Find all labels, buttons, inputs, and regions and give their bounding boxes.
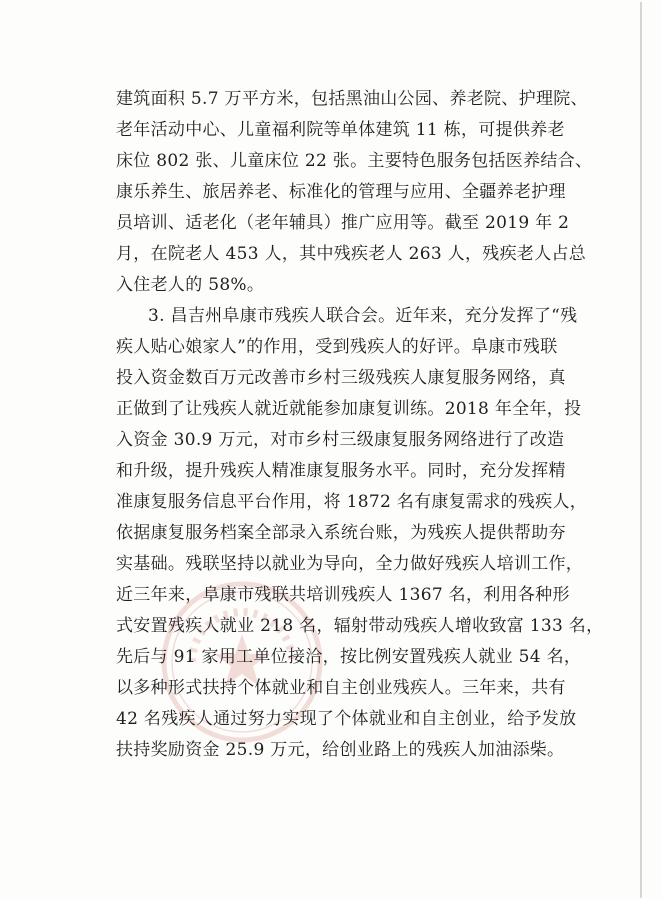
text-line: 扶持奖励资金 25.9 万元，给创业路上的残疾人加油添柴。 — [116, 740, 565, 760]
text-line: 先后与 91 家用工单位接洽，按比例安置残疾人就业 54 名， — [116, 647, 582, 667]
text-line: 月，在院老人 453 人，其中残疾老人 263 人，残疾老人占总 — [116, 244, 587, 264]
text-line: 员培训、适老化（老年辅具）推广应用等。截至 2019 年 2 — [116, 213, 570, 233]
text-line: 依据康复服务档案全部录入系统台账，为残疾人提供帮助夯 — [116, 523, 566, 543]
scan-edge-shadow — [640, 2, 642, 898]
text-line: 实基础。残联坚持以就业为导向，全力做好残疾人培训工作， — [116, 554, 584, 574]
text-line: 康乐养生、旅居养老、标准化的管理与应用、全疆养老护理 — [116, 182, 566, 202]
text-line: 入住老人的 58%。 — [116, 275, 265, 295]
text-line: 入资金 30.9 万元，对市乡村三级康复服务网络进行了改造 — [116, 430, 565, 450]
text-line: 疾人贴心娘家人”的作用，受到残疾人的好评。阜康市残联 — [116, 337, 558, 357]
text-line: 式安置残疾人就业 218 名，辐射带动残疾人增收致富 133 名， — [116, 616, 604, 636]
text-line: 以多种形式扶持个体就业和自主创业残疾人。三年来，共有 — [116, 678, 566, 698]
text-line: 床位 802 张、儿童床位 22 张。主要特色服务包括医养结合、 — [116, 151, 593, 171]
text-line: 近三年来，阜康市残联共培训残疾人 1367 名，利用各种形 — [116, 585, 570, 605]
text-line: 准康复服务信息平台作用，将 1872 名有康复需求的残疾人， — [116, 492, 588, 512]
text-line: 42 名残疾人通过努力实现了个体就业和自主创业，给予发放 — [116, 709, 577, 729]
section-heading-line: 3. 昌吉州阜康市残疾人联合会。近年来，充分发挥了“残 — [148, 306, 578, 326]
text-line: 老年活动中心、儿童福利院等单体建筑 11 栋，可提供养老 — [116, 120, 565, 140]
text-line: 和升级，提升残疾人精准康复服务水平。同时，充分发挥精 — [116, 461, 566, 481]
text-line: 投入资金数百万元改善市乡村三级残疾人康复服务网络，真 — [116, 368, 566, 388]
text-line: 正做到了让残疾人就近就能参加康复训练。2018 年全年，投 — [116, 399, 582, 419]
text-line: 建筑面积 5.7 万平方米，包括黑油山公园、养老院、护理院、 — [116, 89, 588, 109]
